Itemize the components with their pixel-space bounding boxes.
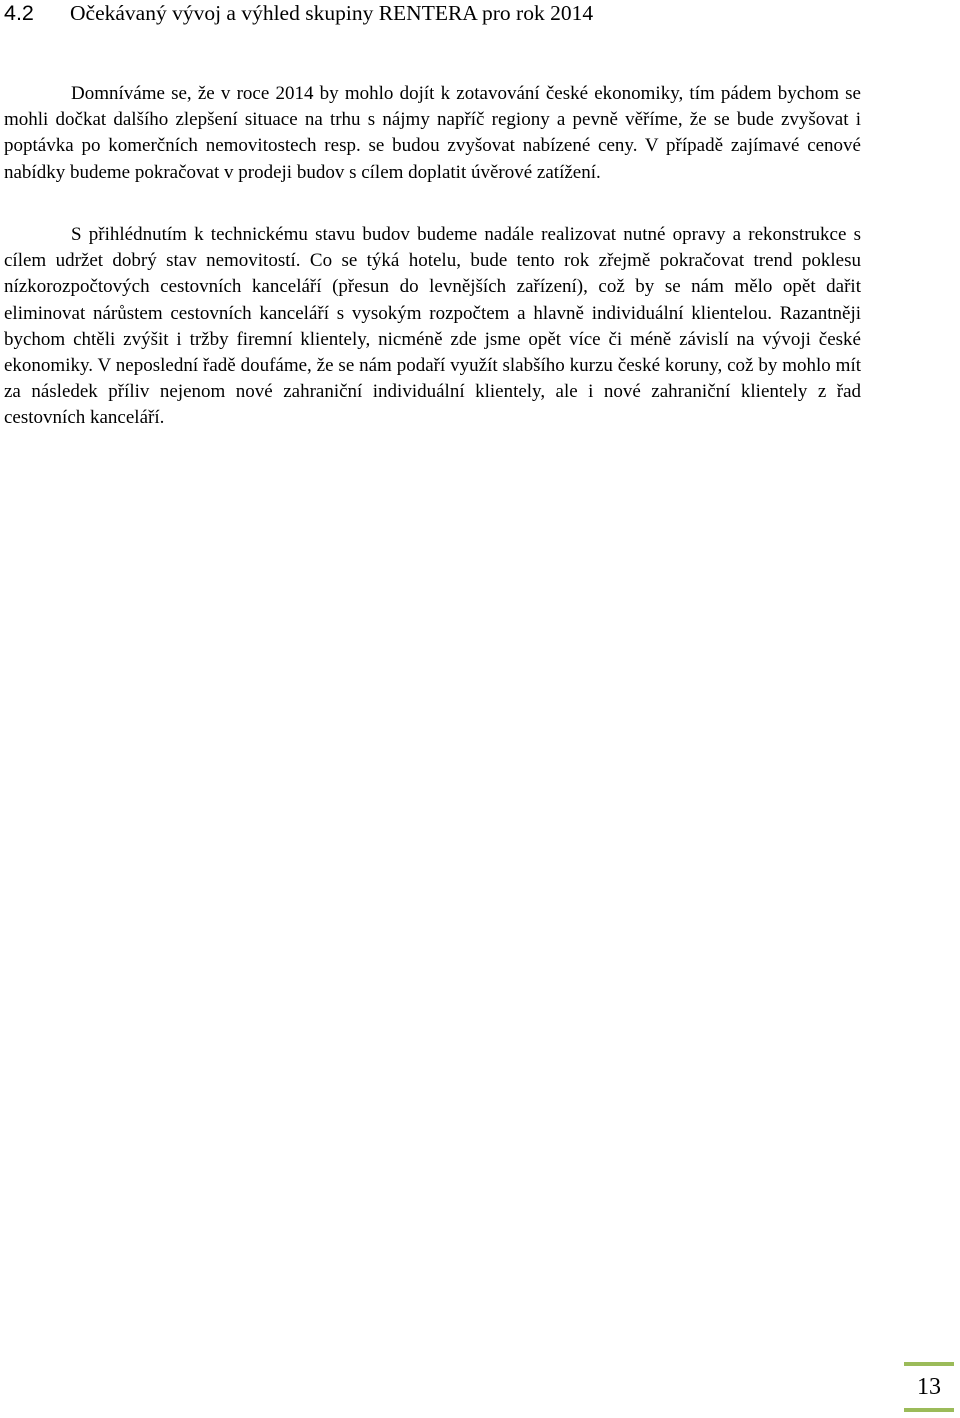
footer-accent-bar-top <box>904 1362 954 1366</box>
section-number: 4.2 <box>4 1 34 25</box>
section-heading <box>4 0 944 28</box>
paragraph-buildings-hotel: S přihlédnutím k technickému stavu budov budeme nadále realizovat nutné opravy a rekonstrukce s cílem udržet dobrý stav nemovitostí. Co se týká hotelu, bude tento rok zřejmě pokračovat trend poklesu nízkorozpočtových cestovních kanceláří (přesun do levnějších zařízení), což by se nám mělo opět dařit eliminovat nárůstem cestovních kanceláří s vysokým rozpočtem a hlavně individuální klientelou. Razantněji bychom chtěli zvýšit i tržby firemní klientely, nicméně zde jsme opět více či méně závislí na vývoji české ekonomiky. V neposlední řadě doufáme, že se nám podaří využít slabšího kurzu české koruny, což by mohlo mít za následek příliv nejenom nové zahraniční individuální klientely, ale i nové zahraniční klientely z řad cestovních kanceláří. <box>4 224 861 429</box>
page-footer <box>904 1362 954 1412</box>
footer-accent-bar-bottom <box>904 1408 954 1412</box>
paragraph-outlook: Domníváme se, že v roce 2014 by mohlo dojít k zotavování české ekonomiky, tím pádem bychom se mohli dočkat dalšího zlepšení situace na trhu s nájmy napříč regiony a pevně věříme, že se bude zvyšovat i poptávka po komerčních nemovitostech resp. se budou zvyšovat nabízené ceny. V případě zajímavé cenové nabídky budeme pokračovat v prodeji budov s cílem doplatit úvěrové zatížení. <box>4 83 861 183</box>
section-title: Očekávaný vývoj a výhled skupiny RENTERA pro rok 2014 <box>70 1 594 25</box>
page-number: 13 <box>917 1374 941 1400</box>
